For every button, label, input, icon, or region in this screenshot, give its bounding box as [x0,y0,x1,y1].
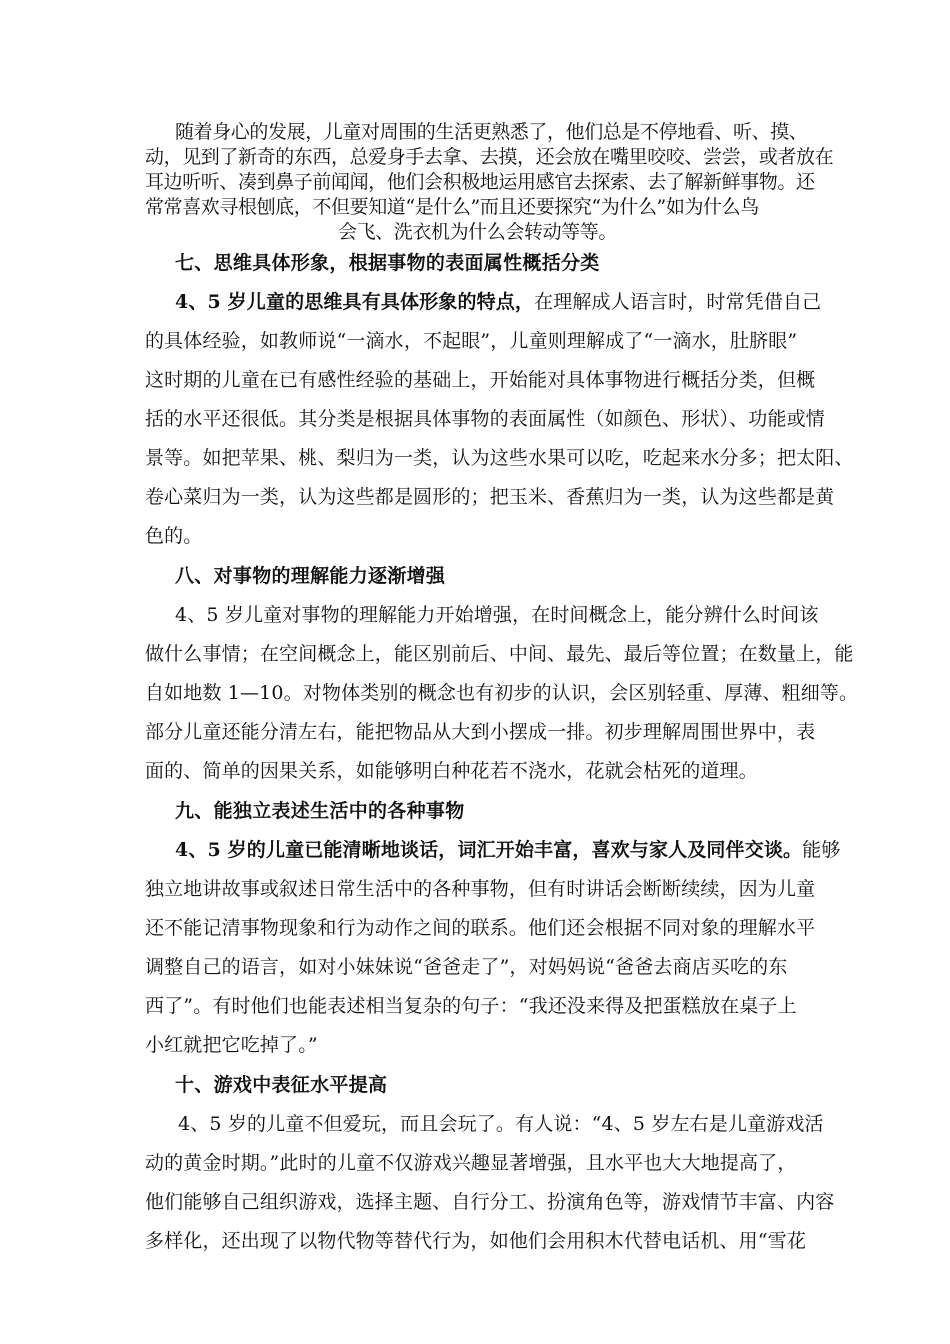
section-7-paragraph [145,283,854,556]
paragraph-line: 多样化，还出现了以物代物等替代行为，如他们会用积木代替电话机、用“雪花 [145,1230,806,1252]
paragraph-line: 面的、简单的因果关系，如能够明白种花若不浇水，花就会枯死的道理。 [145,760,758,782]
intro-line: 动，见到了新奇的东西，总爱身手去拿、去摸，还会放在嘴里咬咬、尝尝，或者放在 [145,146,834,168]
intro-line: 常常喜欢寻根刨底，不但要知道“是什么”而且还要探究“为什么”如为什么鸟 [145,196,759,218]
paragraph-line: 动的黄金时期。”此时的儿童不仅游戏兴趣显著增强，且水平也大大地提高了， [145,1152,797,1174]
intro-line: 耳边听听、凑到鼻子前闻闻，他们会积极地运用感官去探索、去了解新鲜事物。还 [145,171,815,193]
intro-line: 会飞、洗衣机为什么会转动等等。 [337,221,617,243]
paragraph-line: 这时期的儿童在已有感性经验的基础上，开始能对具体事物进行概括分类，但概 [145,369,816,391]
section-heading-7: 七、思维具体形象，根据事物的表面属性概括分类 [175,252,600,274]
paragraph-line: 还不能记清事物现象和行为动作之间的联系。他们还会根据不同对象的理解水平 [145,917,816,939]
section-heading-10: 十、游戏中表征水平提高 [175,1074,388,1096]
section-heading-9: 九、能独立表述生活中的各种事物 [175,800,465,822]
paragraph-line: 景等。如把苹果、桃、梨归为一类，认为这些水果可以吃，吃起来水分多；把太阳、 [145,447,854,469]
paragraph-line: 部分儿童还能分清左右，能把物品从大到小摆成一排。初步理解周围世界中，表 [145,721,816,743]
paragraph-text: 能够 [802,839,841,861]
paragraph-text: 在理解成人语言时，时常凭借自己 [534,291,822,313]
paragraph-line: 卷心菜归为一类，认为这些都是圆形的；把玉米、香蕉归为一类，认为这些都是黄 [145,486,835,508]
paragraph-line: 调整自己的语言，如对小妹妹说“爸爸走了”，对妈妈说“爸爸去商店买吃的东 [145,956,788,978]
section-8-paragraph [145,596,859,791]
paragraph-line: 4、5 岁儿童对事物的理解能力开始增强，在时间概念上，能分辨什么时间该 [175,604,819,626]
paragraph-line: 西了”。有时他们也能表述相当复杂的句子：“我还没来得及把蛋糕放在桌子上 [145,995,797,1017]
paragraph-line: 他们能够自己组织游戏，选择主题、自行分工、扮演角色等，游戏情节丰富、内容 [145,1191,835,1213]
paragraph-line: 色的。 [145,525,203,547]
intro-paragraph [145,120,834,245]
paragraph-line: 自如地数 1—10。对物体类别的概念也有初步的认识，会区别轻重、厚薄、粗细等。 [145,682,859,704]
paragraph-line: 做什么事情；在空间概念上，能区别前后、中间、最先、最后等位置；在数量上，能 [145,643,854,665]
bold-lead-text: 4、5 岁儿童的思维具有具体形象的特点， [175,291,535,313]
bold-lead-text: 4、5 岁的儿童已能清晰地谈话，词汇开始丰富，喜欢与家人及同伴交谈。 [175,839,803,861]
paragraph-line: 小红就把它吃掉了。” [145,1034,318,1056]
paragraph-line: 4、5 岁的儿童不但爱玩，而且会玩了。有人说：“4、5 岁左右是儿童游戏活 [178,1113,824,1135]
paragraph-line: 括的水平还很低。其分类是根据具体事物的表面属性（如颜色、形状）、功能或情 [145,408,825,430]
paragraph-line: 独立地讲故事或叙述日常生活中的各种事物，但有时讲话会断断续续，因为儿童 [145,878,816,900]
section-heading-8: 八、对事物的理解能力逐渐增强 [175,565,446,587]
paragraph-line: 的具体经验，如教师说“一滴水，不起眼”，儿童则理解成了“一滴水，肚脐眼” [145,330,798,352]
section-9-paragraph [145,831,841,1065]
intro-line: 随着身心的发展，儿童对周围的生活更熟悉了，他们总是不停地看、听、摸、 [175,121,808,143]
section-10-paragraph [145,1105,835,1261]
